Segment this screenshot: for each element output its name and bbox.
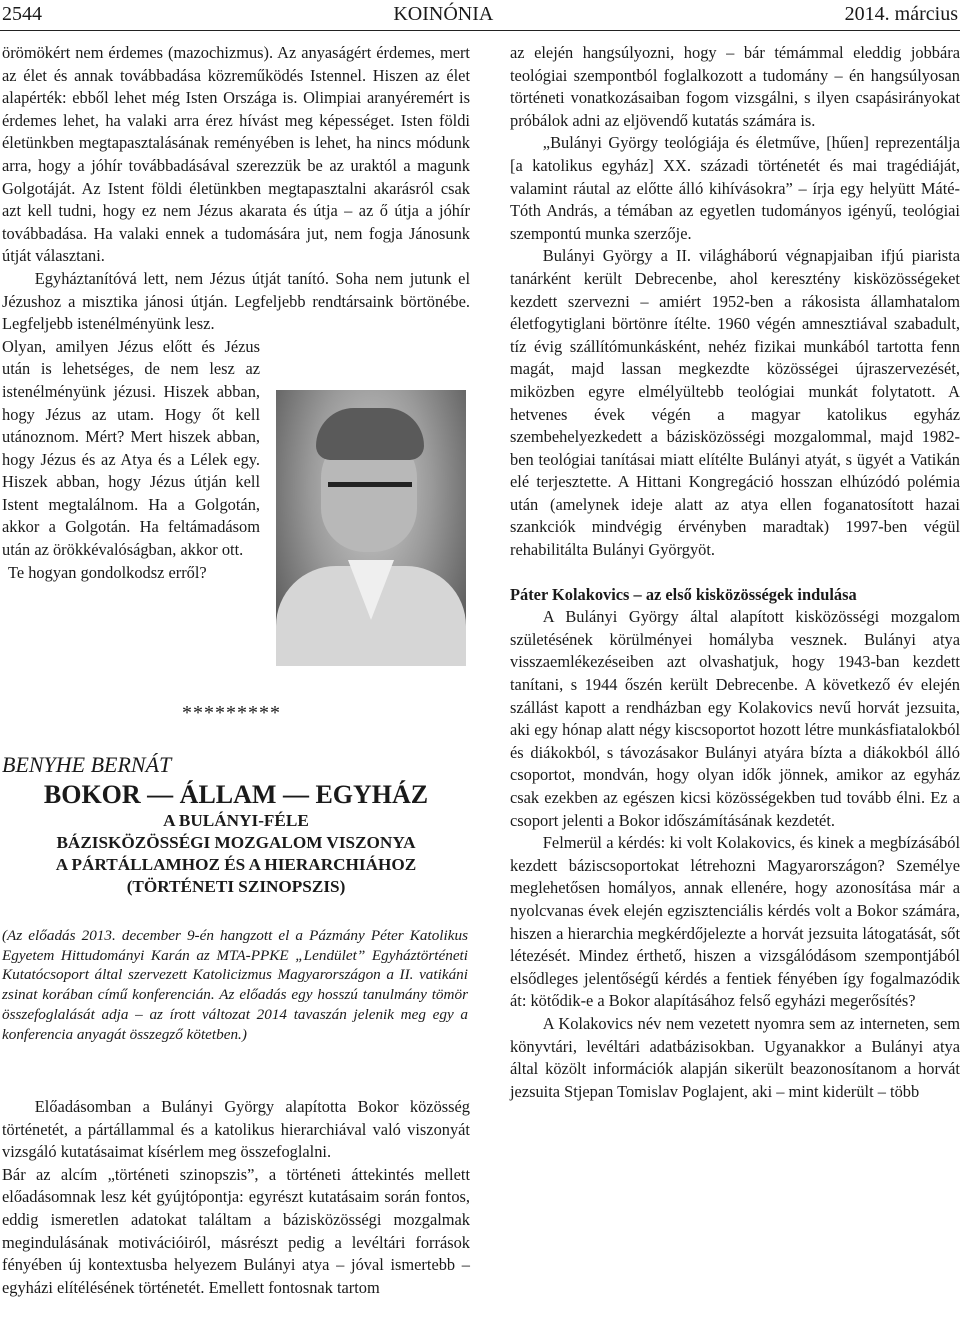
section-heading: Páter Kolakovics – az első kisközösségek indulása	[510, 584, 857, 604]
subtitle-line: A BULÁNYI-FÉLE	[163, 811, 309, 830]
right-paragraph-2: „Bulányi György teológiája és életműve, [hűen] reprezentálja [a katolikus egyház] XX. századi történetét és mai tragédiáját, valamint ráutal az előtte álló kihívásokra” – írja egy helyütt Máté-Tóth András, a témában az egyetlen tudományos igényű, teológiai szempontú munka szerzője.	[510, 133, 960, 243]
left-paragraph-1: örömökért nem érdemes (mazochizmus). Az anyaságért érdemes, mert az élet és annak továbbadása közreműködés Istennel. Hiszen az élet alapérték: ebből lehet még Isten Országa is. Olimpiai aranyéremért is érdemes lehet, ha valaki arra érez hívást meg képességet. Isten földi életünkben megtapasztalásának reményében is lehet, ha nincs módunk arra, hogy a jóhír továbbadásával szerezzük be az uraktól a magunk Golgotáját. Az Istent földi életünkben megtapasztalni akarásról csak azt kell tudni, hogy ez nem Jézus akarata és útja – az ő útja a jóhír továbbadása. Ha valaki ennek a tudomására jut, nem fogja Jánosunk útját választani.	[2, 43, 470, 266]
portrait-photo	[276, 390, 466, 666]
section-separator: *********	[182, 702, 281, 724]
journal-name: KOINÓNIA	[393, 3, 494, 25]
intro-paragraph-1: Előadásomban a Bulányi György alapította Bokor közösség történetét, a pártállammal és a katolikus hierarchiával való viszonyát vizsgáló kutatásaimat kísérlem meg összefoglalni.	[2, 1097, 470, 1162]
article-intro	[2, 1096, 470, 1299]
left-paragraph-4: Te hogyan gondolkodsz erről?	[8, 562, 207, 582]
issue-date: 2014. március	[844, 3, 958, 25]
right-paragraph-6: A Kolakovics név nem vezetett nyomra sem az interneten, sem könyvtári, levéltári adatbázisokban. Ugyanakkor a Bulányi atya által közölt információk alapján sikerült beazonosítanom a horvát jezsuita Stjepan Tomislav Poglajent, aki – mint kiderült – több	[510, 1013, 960, 1101]
page-number: 2544	[2, 3, 42, 25]
article-subtitle	[2, 810, 470, 898]
subtitle-line: BÁZISKÖZÖSSÉGI MOZGALOM VISZONYA	[56, 833, 416, 852]
article-author: BENYHE BERNÁT	[2, 752, 172, 777]
header-rule	[0, 30, 960, 31]
left-paragraph-2: Egyháztanítóvá lett, nem Jézus útját tanító. Soha nem jutunk el Jézushoz a misztika jánosi útján. Legfeljebb rendtársaink börtönébe. Legfeljebb istenélményünk lesz.	[2, 268, 470, 334]
right-paragraph-1: az elején hangsúlyozni, hogy – bár témámmal eleddig jobbára teológiai szempontból foglalkozott a tudomány – én hangsúlyosan történeti vonatkozásaiban fogom vizsgálni, s ilyen csapásirányokat próbálok adni az eljövendő kutatás számára is.	[510, 43, 960, 130]
subtitle-line: (TÖRTÉNETI SZINOPSZIS)	[126, 877, 346, 896]
left-paragraph-3: Olyan, amilyen Jézus előtt és Jézus után is lehetséges, de nem lesz az istenélményünk jézusi. Hiszek abban, hogy Jézus az utam. Hogy őt kell utánoznom. Mért? Mert hiszek abban, hogy Jézus és az Atya és a Lélek egy. Hiszek abban, hogy Jézus útján kell Istent megtalálnom. Ha a Golgotán, akkor a Golgotán. Ha feltámadásom után az örökkévalóságban, akkor ott.	[2, 336, 260, 560]
right-paragraph-3: Bulányi György a II. világháború végnapjaiban ifjú piarista tanárként került Debrecenbe, ahol keresztény kisközösségeket kezdett szervezni – amiért 1952-ben a rákosista államhatalom életfogytiglani börtönre ítélte. 1960 végén amnesztiával szabadult, tíz évig szállítómunkásként, nehéz fizikai munkából tartotta fenn magát, majd lassan megkezdte közösségei újraszervezését, miközben egyre elmélyültebb teológiai munkát folytatott. A hetvenes évek végén a magyar katolikus egyház szembehelyezkedett a bázisközösségi mozgalommal, majd 1982-ben teológiai tanításai miatt elítélte Bulányi atyát, s ügyét a Vatikán elé terjesztette. A Hittani Kongregáció hosszan elhúzódó polémia után (amelynek ideje alatt az atya ellen foganatosított hazai szankciók mindvégig érvényben maradtak) 1997-ben végül rehabilitálta Bulányi Györgyöt.	[510, 246, 960, 560]
subtitle-line: A PÁRTÁLLAMHOZ ÉS A HIERARCHIÁHOZ	[55, 855, 417, 874]
intro-paragraph-2: Bár az alcím „történeti szinopszis”, a történeti áttekintés mellett előadásomnak lesz két gyújtópontja: egyrészt kutatásaim során fontos, eddig ismeretlen adatokat találtam a bázisközösségi mozgalmak megindulásának motivációiról, másrészt pedig a levéltári források fényében új kontextusba helyezem Bulányi atya – jóval ismertebb – egyházi elítélésének történetét. Emellett fontosnak tartom	[2, 1164, 470, 1297]
right-column	[510, 42, 960, 1103]
lecture-note: (Az előadás 2013. december 9-én hangzott el a Pázmány Péter Katolikus Egyetem Hittudományi Karán az MTA-PPKE „Lendület” Egyháztörténeti Kutatócsoport által szervezett Katolicizmus Magyarországon a II. vatikáni zsinat korában című konferencián. Az előadás egy hosszú tanulmány tömör összefoglalását adja – az írott változat 2014 tavaszán jelenik meg egy a konferencia anyagát összegző kötetben.)	[2, 927, 468, 1043]
right-paragraph-5: Felmerül a kérdés: ki volt Kolakovics, és kinek a megbízásából kezdett báziscsoportokat létrehozni Magyarországon? Személye meglehetősen homályos, annak ellenére, hogy azonosítása már a nyolcvanas évek elején egzisztenciális kérdés volt a Bokor számára, hiszen a hierarchia megkérdőjelezte a horvát jezsuita látogatását, sőt létezését. Mindez érthető, hiszen a vizsgálódásom szempontjából elsődleges jelentőségű kérdés a fentiek fényében így fogalmazódik át: kötődik-e a Bokor alapításához felső egyházi megerősítés?	[510, 833, 960, 1011]
right-paragraph-4: A Bulányi György által alapított kisközösségi mozgalom születésének körülményei homályba vesznek. Bulányi atya visszaemlékezéseiben azt olvashatjuk, hogy 1943-ban kezdett tanítani, s 1944 őszén került Debrecenbe. A következő év elején szállást kapott a rendházban egy Kolakovics nevű horvát jezsuita, aki egy hónap alatt négy kiscsoportot hozott létre munkásfiatalokból és diákokból, s távozásakor Bulányi atyára bízta a diákokból álló csoportot, mondván, hogy olyan idők jönnek, amikor az egyház csak ezekben az egészen kicsi közösségekben tud tovább élni. Ez a csoport jelenti a Bokor időszámításának kezdetét.	[510, 607, 960, 830]
article-title: BOKOR — ÁLLAM — EGYHÁZ	[43, 780, 429, 809]
page-header	[0, 0, 960, 28]
